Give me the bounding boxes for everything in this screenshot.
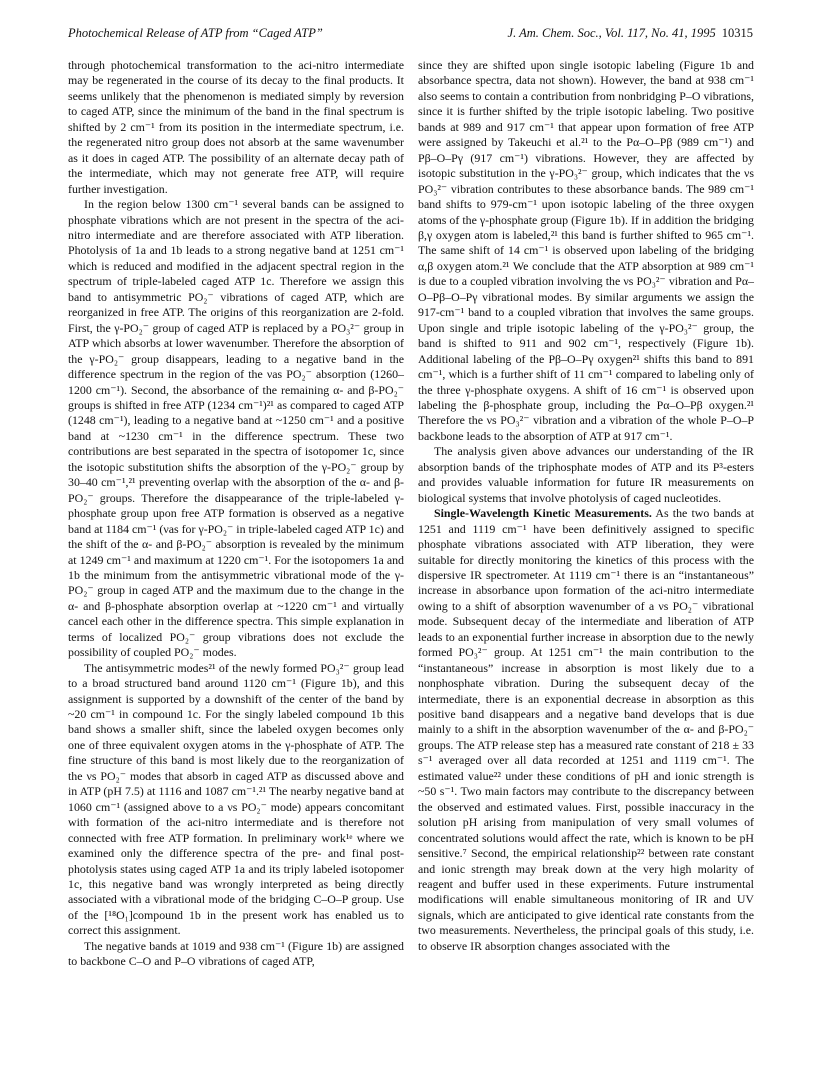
- right-column: [418, 58, 754, 954]
- journal-citation: [508, 26, 753, 41]
- section-body: As the two bands at 1251 and 1119 cm⁻¹ have been definitively assigned to specific phosphate vibrations associated with ATP liberation, they were suitable for directly monitoring the kinetics of this process with the dispersive IR spectrometer. At 1119 cm⁻¹ there is an “instantaneous” increase in absorbance upon formation of the aci-nitro intermediate owing to a shift of absorption wavenumber of a νs PO₂⁻ vibrational mode. Subsequent decay of the intermediate and liberation of ATP leads to an exponential further increase in absorption due to the newly formed PO₃²⁻ group. At 1251 cm⁻¹ the main contribution to the “instantaneous” increase in absorption is most likely due to a nonphosphate vibration. During the subsequent decay of the intermediate, there is an exponential decrease in absorption as this positive band disappears and a negative band develops that is due mainly to a shift in the absorption wavenumber of the α- and β-PO₂⁻ groups. The ATP release step has a measured rate constant of 218 ± 33 s⁻¹ averaged over all data recorded at 1251 and 1119 cm⁻¹. The estimated value²² under these conditions of pH and ionic strength is ~50 s⁻¹. Two main factors may contribute to the discrepancy between the observed and estimated values. First, possible inaccuracy in the solution pH arising from manipulation of very small volumes of concentrated solutions would affect the rate, which is known to be pH sensitive.⁷ Second, the empirical relationship²² between rate constant and ionic strength may break down at the very high molarity of reagent and buffer used in these experiments. Future instrumental modifications will enable simultaneous monitoring of IR and UV signals, which are anticipated to give identical rate constants from the two measurements. Nevertheless, the principal goals of this study, i.e. to observe IR absorption changes associated with the: [418, 506, 754, 953]
- section-heading: Single-Wavelength Kinetic Measurements.: [434, 506, 652, 521]
- paragraph: The analysis given above advances our understanding of the IR absorption bands of the triphosphate modes of ATP and its P³-esters and provides valuable information for future IR measurements on biological systems that involve photolysis of caged nucleotides.: [418, 444, 754, 505]
- running-title: Photochemical Release of ATP from “Caged ATP”: [68, 26, 323, 40]
- paragraph: In the region below 1300 cm⁻¹ several bands can be assigned to phosphate vibrations which are not present in the spectra of the aci-nitro intermediate and are therefore associated with ATP liberation. Photolysis of 1a and 1b leads to a strong negative band at 1251 cm⁻¹ which is reduced and modified in the adjacent spectral region in the spectrum of triple-labeled caged ATP 1c. Therefore we assign this band to antisymmetric PO₂⁻ vibrations of caged ATP, which are reorganized in free ATP. The origins of this reorganization are 2-fold. First, the γ-PO₂⁻ group of caged ATP is replaced by a PO₃²⁻ group in ATP which absorbs at lower wavenumber. Therefore the absorption of the γ-PO₂⁻ group disappears, leading to a negative band in the difference spectrum in the region of the νas PO₂⁻ absorption (1260–1200 cm⁻¹). Second, the absorbance of the remaining α- and β-PO₂⁻ groups is shifted in free ATP (1234 cm⁻¹)²¹ as compared to caged ATP (1248 cm⁻¹), leading to a negative band at ~1250 cm⁻¹ and a positive band at ~1230 cm⁻¹ in the difference spectrum. These two contributions are best separated in the spectra of isotopomer 1c, since the isotopic substitution shifts the absorption of the γ-PO₂⁻ group by 30–40 cm⁻¹,²¹ preventing overlap with the absorption of the α- and β-PO₂⁻ groups. Therefore the disappearance of the triple-labeled γ-phosphate group upon free ATP formation is observed as a negative band at 1184 cm⁻¹ (νas for γ-PO₂⁻ in triple-labeled caged ATP 1c) and the shift of the α- and β-PO₂⁻ absorption is revealed by the minimum at 1249 cm⁻¹ and maximum at 1220 cm⁻¹. For the isotopomers 1a and 1b the minimum from the antisymmetric vibrational mode of the γ-PO₂⁻ group in caged ATP and the maximum due to the change in the α- and β-phosphate absorption overlap at ~1220 cm⁻¹ and virtually cancel each other in the difference spectra. This simple explanation in terms of localized PO₂⁻ group vibrations does not exclude the possibility of coupled PO₂⁻ modes.: [68, 197, 404, 660]
- paragraph: since they are shifted upon single isotopic labeling (Figure 1b and absorbance spectra, data not shown). However, the band at 938 cm⁻¹ also seems to contain a contribution from nonbridging P–O vibrations, since it is further shifted by the triple isotopic labeling. Two positive bands at 989 and 917 cm⁻¹ that appear upon formation of free ATP were assigned by Takeuchi et al.²¹ to the Pα–O–Pβ (989 cm⁻¹) and Pβ–O–Pγ (917 cm⁻¹) vibrations. However, they are affected by isotopic substitution in the γ-PO₃²⁻ group, which indicates that the νs PO₃²⁻ vibration contributes to these absorbance bands. The 989 cm⁻¹ band shifts to 979-cm⁻¹ upon isotopic labeling of the three oxygen atoms of the γ-phosphate group (Figure 1b). If in addition the bridging β,γ oxygen atom is labeled,²¹ this band is further shifted to 965 cm⁻¹. The same shift of 14 cm⁻¹ is observed upon labeling of the bridging α,β oxygen atom.²¹ We conclude that the ATP absorption at 989 cm⁻¹ is due to a coupled vibration involving the νs PO₃²⁻ vibration and Pα–O–Pβ–O–Pγ vibrational modes. By similar arguments we assign the 917-cm⁻¹ band to a coupled vibration that involves the same groups. Upon single and triple isotopic labeling of the γ-PO₃²⁻ group, the band is shifted to 911 and 902 cm⁻¹, respectively (Figure 1b). Additional labeling of the Pβ–O–Pγ oxygen²¹ shifts this band to 891 cm⁻¹, which is a further shift of 11 cm⁻¹ compared to labeling only of the three γ-phosphate oxygens. A shift of 16 cm⁻¹ is observed upon labeling the β-phosphate group, including the Pα–O–Pβ oxygen.²¹ Therefore the νs PO₃²⁻ vibration and a vibration of the whole P–O–P backbone leads to the absorption of ATP at 917 cm⁻¹.: [418, 58, 754, 443]
- paragraph: through photochemical transformation to the aci-nitro intermediate may be regenerated in the course of its decay to the final products. It seems unlikely that the phenomenon is mediated simply by reversion to caged ATP, since the minimum of the band in the final spectrum is shifted by 2 cm⁻¹ from its position in the intermediate spectrum, i.e. the regenerated nitro group does not absorb at the same wavenumber as it does in caged ATP. The possibility of an alternate decay path of the intermediate, which may not generate free ATP, will require further investigation.: [68, 58, 404, 196]
- page-number: 10315: [721, 26, 753, 40]
- paragraph: The antisymmetric modes²¹ of the newly formed PO₃²⁻ group lead to a broad structured band around 1120 cm⁻¹ (Figure 1b), and this assignment is supported by a downshift of the center of the band by ~20 cm⁻¹ in compound 1c. For the singly labeled compound 1b this band shows a smaller shift, since the labeled oxygen becomes only one of three equivalent oxygen atoms in the γ-phosphate of ATP. The fine structure of this band is most likely due to the reorganization of the νs PO₂⁻ modes that absorb in caged ATP as discussed above and in ATP (pH 7.5) at 1116 and 1087 cm⁻¹.²¹ The nearby negative band at 1060 cm⁻¹ (assigned above to a νs PO₂⁻ mode) appears concomitant with formation of the aci-nitro intermediate and is therefore not connected with free ATP formation. In preliminary work¹ᵉ where we examined only the difference spectra of the pre- and final post-photolysis states using caged ATP 1a and its triply labeled isotopomer 1c, this negative band was wrongly interpreted as being directly associated with a vibrational mode of the bridging C–O–P group. Use of the [¹⁸O₁]compound 1b in the present work has enabled us to correct this assignment.: [68, 660, 404, 938]
- citation-text: J. Am. Chem. Soc., Vol. 117, No. 41, 1995: [507, 26, 716, 40]
- running-header: [68, 26, 753, 44]
- left-column: [68, 58, 404, 970]
- section-paragraph: [418, 506, 754, 954]
- paragraph: The negative bands at 1019 and 938 cm⁻¹ (Figure 1b) are assigned to backbone C–O and P–O vibrations of caged ATP,: [68, 938, 404, 969]
